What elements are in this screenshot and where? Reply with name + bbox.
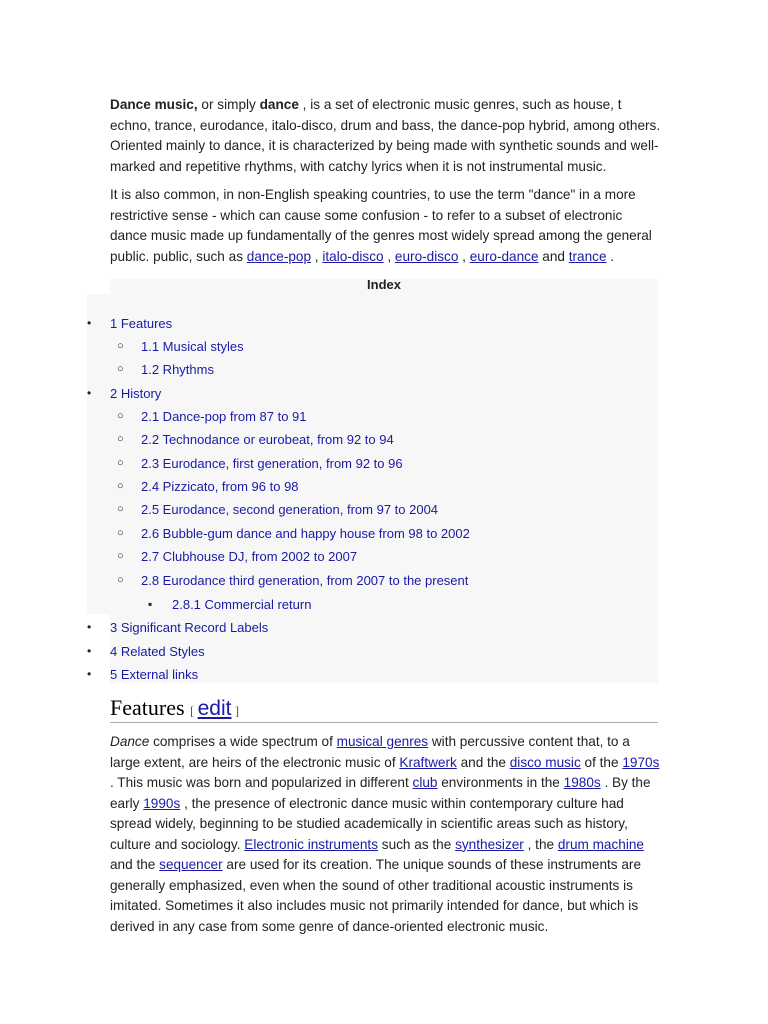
body-text: and the	[456, 754, 510, 770]
toc-bullet-icon: ○	[117, 340, 124, 352]
toc-link[interactable]: 2.3 Eurodance, first generation, from 92 to 96	[141, 456, 403, 471]
body-text: , the presence of electronic dance music within contemporary culture had spread widely, beginning to be studied academically in scientific areas such as history, culture and sociology.	[110, 795, 628, 852]
intro-paragraph-2	[110, 185, 662, 267]
toc-link[interactable]: 2.2 Technodance or eurobeat, from 92 to 94	[141, 432, 394, 447]
body-text: . By the early	[110, 775, 651, 811]
toc-link[interactable]: 2.8 Eurodance third generation, from 2007 to the present	[141, 573, 469, 588]
features-paragraph	[110, 732, 662, 937]
intro-text: , is a set of electronic music genres, such as house, t echno, trance, eurodance, italo-disco, drum and bass, the dance-pop hybrid, among others. Oriented mainly to dance, it is characterized by being made with synthetic sounds and well-marked and repetitive rhythms, with catchy lyrics when it is not instrumental music.	[110, 97, 661, 174]
toc-bullet-icon: •	[87, 316, 92, 330]
toc-bullet-icon: ○	[117, 503, 124, 515]
toc-link[interactable]: 2.1 Dance-pop from 87 to 91	[141, 409, 307, 424]
toc-bullet-icon: •	[87, 620, 92, 634]
body-text: and the	[110, 857, 160, 872]
separator: .	[606, 248, 615, 264]
toc-bullet-icon: ○	[117, 574, 124, 586]
toc-link[interactable]: 2.6 Bubble-gum dance and happy house from 98 to 2002	[141, 526, 470, 541]
edit-bracket-open: [	[190, 703, 198, 718]
link-musical-genres[interactable]: musical genres	[336, 734, 429, 749]
toc-item[interactable]	[141, 548, 357, 565]
toc-bullet-icon: ○	[117, 433, 124, 445]
toc-item[interactable]	[141, 478, 299, 495]
toc-bullet-icon: •	[87, 644, 92, 658]
toc-bullet-icon: ○	[117, 410, 124, 422]
toc-item[interactable]	[172, 596, 311, 613]
toc-bullet-icon: ○	[117, 457, 124, 469]
toc-bullet-icon: ▪	[148, 597, 153, 611]
link-1970s[interactable]: 1970s	[622, 754, 660, 770]
toc-link[interactable]: 2.8.1 Commercial return	[172, 597, 312, 612]
toc-link[interactable]: 5 External links	[110, 667, 199, 682]
toc-bullet-icon: ○	[117, 527, 124, 539]
term-dance-music: Dance music,	[110, 97, 198, 112]
toc-item[interactable]	[110, 315, 172, 332]
link-1980s[interactable]: 1980s	[563, 775, 601, 790]
body-text: of the	[580, 754, 623, 770]
link-dance-pop[interactable]: dance-pop	[246, 248, 312, 264]
toc-link[interactable]: 1 Features	[110, 316, 173, 331]
body-text: . This music was born and popularized in different	[110, 775, 413, 790]
toc-bullet-icon: ○	[117, 550, 124, 562]
body-text: are used for its creation. The unique sounds of these instruments are generally emphasized, even when the sound of other traditional acoustic instruments is imitated. Sometimes it also includes music not primarily intended for dance, but which is derived in any case from some genre of dance-oriented electronic music.	[110, 857, 641, 934]
toc-title: Index	[367, 277, 401, 292]
link-kraftwerk[interactable]: Kraftwerk	[399, 754, 457, 770]
toc-bullet-icon: •	[87, 386, 92, 400]
link-euro-disco[interactable]: euro-disco	[394, 248, 459, 264]
link-trance[interactable]: trance	[568, 248, 607, 264]
toc-item[interactable]	[141, 525, 470, 542]
link-electronic-instruments[interactable]: Electronic instruments	[244, 836, 378, 852]
separator: and	[538, 248, 569, 264]
toc-link[interactable]: 1.1 Musical styles	[141, 339, 244, 354]
toc-item[interactable]	[110, 619, 268, 636]
body-text: , the	[523, 836, 558, 852]
toc-item[interactable]	[141, 408, 307, 425]
separator: ,	[458, 248, 470, 264]
edit-link[interactable]: edit	[197, 697, 232, 720]
separator: ,	[383, 248, 395, 264]
toc-item[interactable]	[141, 572, 468, 589]
toc-item[interactable]	[141, 455, 403, 472]
link-drum-machine[interactable]: drum machine	[557, 836, 644, 852]
link-italo-disco[interactable]: italo-disco	[322, 248, 384, 264]
body-text: environments in the	[437, 775, 564, 790]
body-text: such as the	[378, 836, 456, 852]
intro-paragraph-1	[110, 95, 662, 177]
edit-bracket-close: ]	[231, 703, 240, 718]
toc-link[interactable]: 2.4 Pizzicato, from 96 to 98	[141, 479, 299, 494]
toc-link[interactable]: 2.5 Eurodance, second generation, from 97 to 2004	[141, 502, 439, 517]
toc-item[interactable]	[110, 643, 205, 660]
toc-item[interactable]	[141, 431, 394, 448]
link-disco-music[interactable]: disco music	[509, 754, 581, 770]
term-dance-italic: Dance	[110, 734, 150, 749]
link-club[interactable]: club	[412, 775, 438, 790]
toc-bullet-icon: ○	[117, 363, 124, 375]
toc-bullet-icon: ○	[117, 480, 124, 492]
intro-text: It is also common, in non-English speaking countries, to use the term "dance" in a more restrictive sense - which can cause some confusion - to refer to a subset of electronic dance music made up fundamentally of the genres most widely spread among the general public. public, such as	[110, 187, 652, 264]
features-heading-text: Features	[110, 695, 185, 720]
intro-text: or simply	[197, 97, 260, 112]
toc-link[interactable]: 3 Significant Record Labels	[110, 620, 269, 635]
toc-item[interactable]	[141, 361, 214, 378]
toc-link[interactable]: 1.2 Rhythms	[141, 362, 214, 377]
toc-item[interactable]	[141, 501, 438, 518]
toc-item[interactable]	[110, 666, 198, 683]
toc-link[interactable]: 4 Related Styles	[110, 644, 205, 659]
link-1990s[interactable]: 1990s	[143, 795, 181, 811]
toc-strip	[87, 294, 110, 614]
toc-bullet-icon: •	[87, 667, 92, 681]
term-dance: dance	[259, 97, 299, 112]
separator: ,	[311, 248, 323, 264]
link-sequencer[interactable]: sequencer	[159, 857, 223, 872]
toc-link[interactable]: 2.7 Clubhouse DJ, from 2002 to 2007	[141, 549, 358, 564]
toc-item[interactable]	[141, 338, 244, 355]
body-text: comprises a wide spectrum of	[149, 734, 337, 749]
link-synthesizer[interactable]: synthesizer	[455, 836, 524, 852]
toc-link[interactable]: 2 History	[110, 386, 162, 401]
body-text: with percussive content that, to a large extent, are heirs of the electronic music of	[110, 734, 630, 770]
features-heading	[110, 694, 658, 723]
toc-item[interactable]	[110, 385, 161, 402]
link-euro-dance[interactable]: euro-dance	[469, 248, 539, 264]
